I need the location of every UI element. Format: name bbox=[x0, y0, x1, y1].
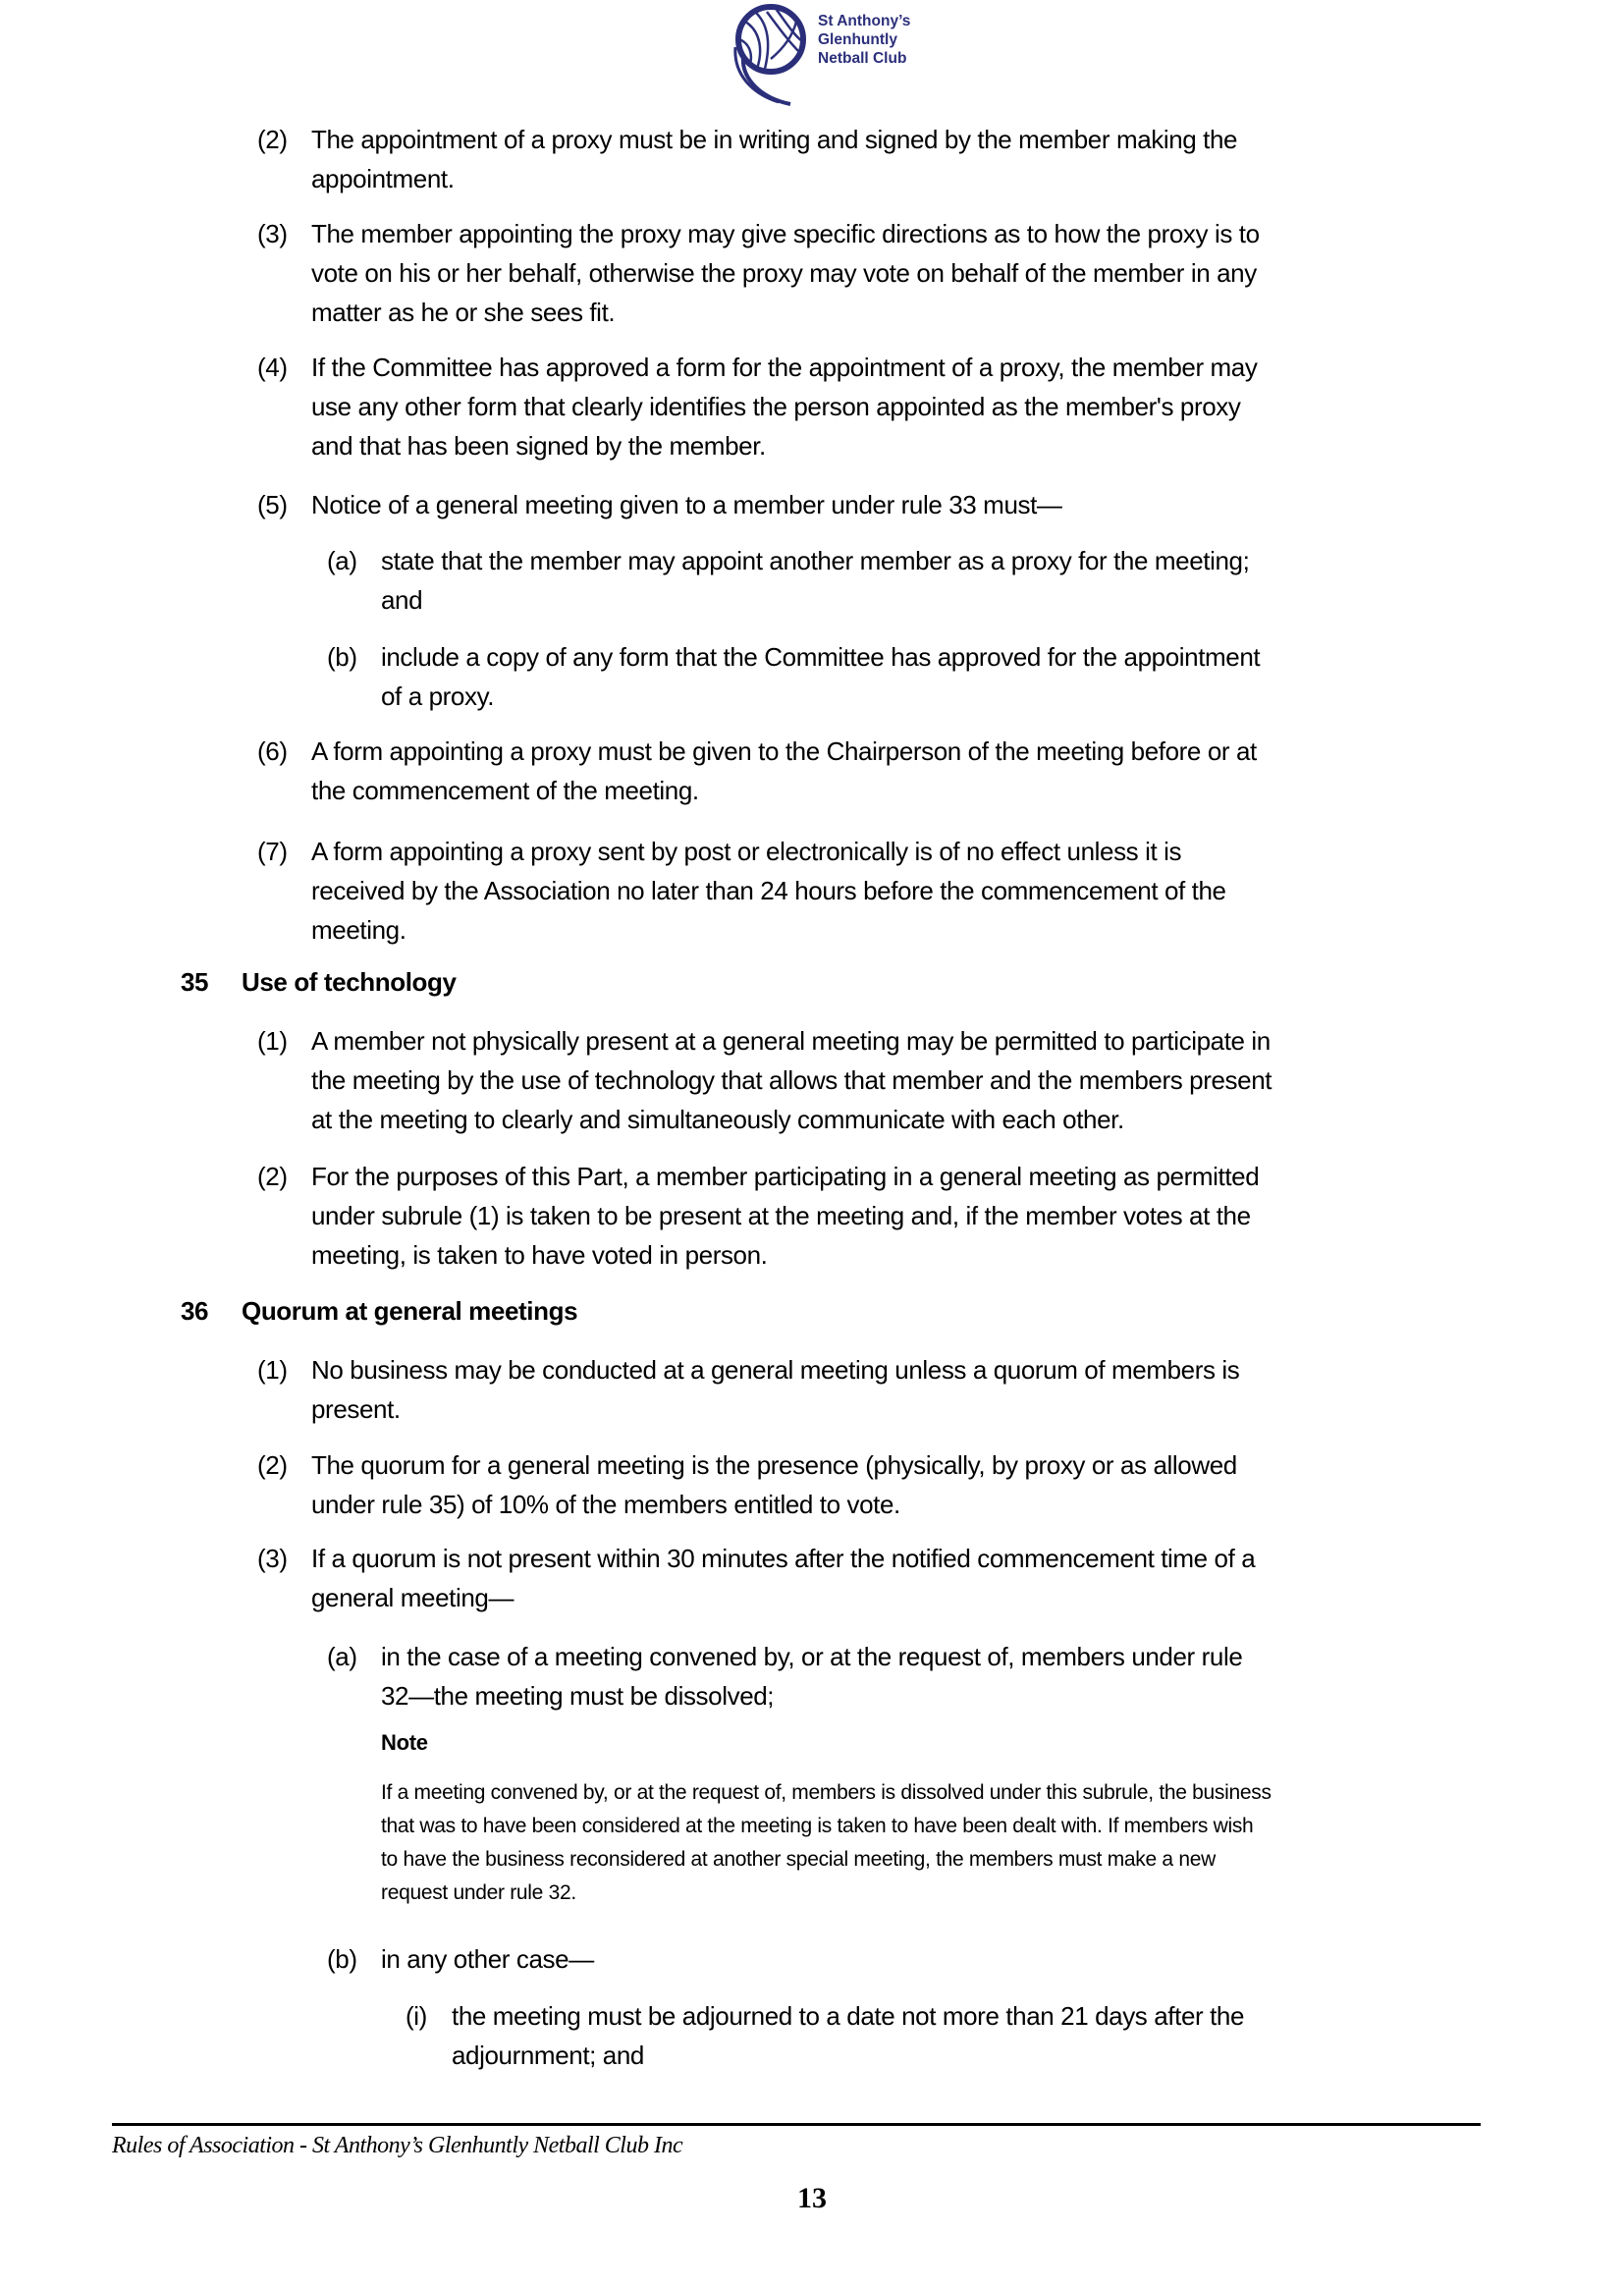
subrule-text: present. bbox=[311, 1394, 401, 1424]
club-name-line: St Anthony’s bbox=[818, 13, 911, 29]
club-name bbox=[818, 12, 910, 68]
subrule-text: A form appointing a proxy sent by post or electronically is of no effect unless it is bbox=[311, 837, 1182, 866]
subrule-number: (2) bbox=[257, 1162, 288, 1191]
subrule-text: No business may be conducted at a general meeting unless a quorum of members is bbox=[311, 1355, 1240, 1385]
paragraph-letter: (b) bbox=[327, 1944, 357, 1974]
note-text: to have the business reconsidered at another special meeting, the members must make a new bbox=[381, 1848, 1216, 1871]
subrule-text: received by the Association no later than 24 hours before the commencement of the bbox=[311, 876, 1226, 905]
section-heading: Quorum at general meetings bbox=[242, 1296, 578, 1326]
subrule-number: (3) bbox=[257, 219, 288, 248]
section-number: 36 bbox=[181, 1296, 209, 1326]
subrule-text: meeting, is taken to have voted in person. bbox=[311, 1240, 768, 1270]
subrule-text: and that has been signed by the member. bbox=[311, 431, 766, 461]
subrule-number: (3) bbox=[257, 1544, 288, 1573]
subrule-text: The quorum for a general meeting is the presence (physically, by proxy or as allowed bbox=[311, 1450, 1237, 1480]
subrule-text: appointment. bbox=[311, 164, 455, 193]
paragraph-text: of a proxy. bbox=[381, 681, 495, 711]
subrule-text: vote on his or her behalf, otherwise the proxy may vote on behalf of the member in any bbox=[311, 258, 1257, 288]
subrule-text: the commencement of the meeting. bbox=[311, 776, 699, 805]
paragraph-text: 32—the meeting must be dissolved; bbox=[381, 1681, 775, 1711]
subparagraph-text: the meeting must be adjourned to a date not more than 21 days after the bbox=[452, 2001, 1245, 2031]
subrule-text: For the purposes of this Part, a member participating in a general meeting as permitted bbox=[311, 1162, 1260, 1191]
paragraph-text: include a copy of any form that the Committee has approved for the appointment bbox=[381, 642, 1261, 672]
subrule-number: (2) bbox=[257, 1450, 288, 1480]
subrule-number: (1) bbox=[257, 1355, 288, 1385]
page-number: 13 bbox=[797, 2182, 827, 2214]
subrule-text: The appointment of a proxy must be in writing and signed by the member making the bbox=[311, 125, 1238, 154]
footer-title: Rules of Association - St Anthony’s Glenhuntly Netball Club Inc bbox=[112, 2133, 683, 2158]
subrule-text: Notice of a general meeting given to a member under rule 33 must— bbox=[311, 490, 1062, 519]
subrule-text: The member appointing the proxy may give specific directions as to how the proxy is to bbox=[311, 219, 1260, 248]
subrule-text: A member not physically present at a general meeting may be permitted to participate in bbox=[311, 1026, 1271, 1056]
subrule-text: the meeting by the use of technology that allows that member and the members present bbox=[311, 1065, 1272, 1095]
subparagraph-numeral: (i) bbox=[406, 2001, 427, 2031]
subrule-number: (5) bbox=[257, 490, 288, 519]
subrule-text: under rule 35) of 10% of the members entitled to vote. bbox=[311, 1490, 900, 1519]
paragraph-letter: (a) bbox=[327, 1642, 357, 1671]
club-name-line: Netball Club bbox=[818, 50, 907, 67]
note-text: request under rule 32. bbox=[381, 1881, 576, 1904]
paragraph-text: state that the member may appoint another member as a proxy for the meeting; bbox=[381, 546, 1250, 575]
paragraph-text: and bbox=[381, 585, 423, 615]
subrule-text: meeting. bbox=[311, 915, 406, 945]
subrule-text: If the Committee has approved a form for the appointment of a proxy, the member may bbox=[311, 353, 1258, 382]
paragraph-letter: (a) bbox=[327, 546, 357, 575]
subrule-number: (7) bbox=[257, 837, 288, 866]
club-name-line: Glenhuntly bbox=[818, 31, 897, 48]
paragraph-text: in any other case— bbox=[381, 1944, 594, 1974]
netball-icon bbox=[722, 0, 820, 108]
note-heading: Note bbox=[381, 1730, 428, 1755]
subrule-text: matter as he or she sees fit. bbox=[311, 298, 616, 327]
subrule-text: A form appointing a proxy must be given to the Chairperson of the meeting before or at bbox=[311, 736, 1257, 766]
subrule-text: use any other form that clearly identifies the person appointed as the member's proxy bbox=[311, 392, 1241, 421]
footer-divider bbox=[112, 2123, 1481, 2126]
subparagraph-text: adjournment; and bbox=[452, 2041, 644, 2070]
subrule-number: (1) bbox=[257, 1026, 288, 1056]
note-text: that was to have been considered at the meeting is taken to have been dealt with. If members wish bbox=[381, 1815, 1254, 1837]
subrule-number: (4) bbox=[257, 353, 288, 382]
subrule-number: (2) bbox=[257, 125, 288, 154]
subrule-text: general meeting— bbox=[311, 1583, 514, 1612]
subrule-text: at the meeting to clearly and simultaneously communicate with each other. bbox=[311, 1105, 1124, 1134]
note-text: If a meeting convened by, or at the request of, members is dissolved under this subrule, the business bbox=[381, 1781, 1272, 1804]
section-number: 35 bbox=[181, 967, 209, 997]
subrule-text: If a quorum is not present within 30 minutes after the notified commencement time of a bbox=[311, 1544, 1256, 1573]
paragraph-text: in the case of a meeting convened by, or at the request of, members under rule bbox=[381, 1642, 1243, 1671]
section-heading: Use of technology bbox=[242, 967, 457, 997]
subrule-number: (6) bbox=[257, 736, 288, 766]
paragraph-letter: (b) bbox=[327, 642, 357, 672]
subrule-text: under subrule (1) is taken to be present at the meeting and, if the member votes at the bbox=[311, 1201, 1251, 1230]
